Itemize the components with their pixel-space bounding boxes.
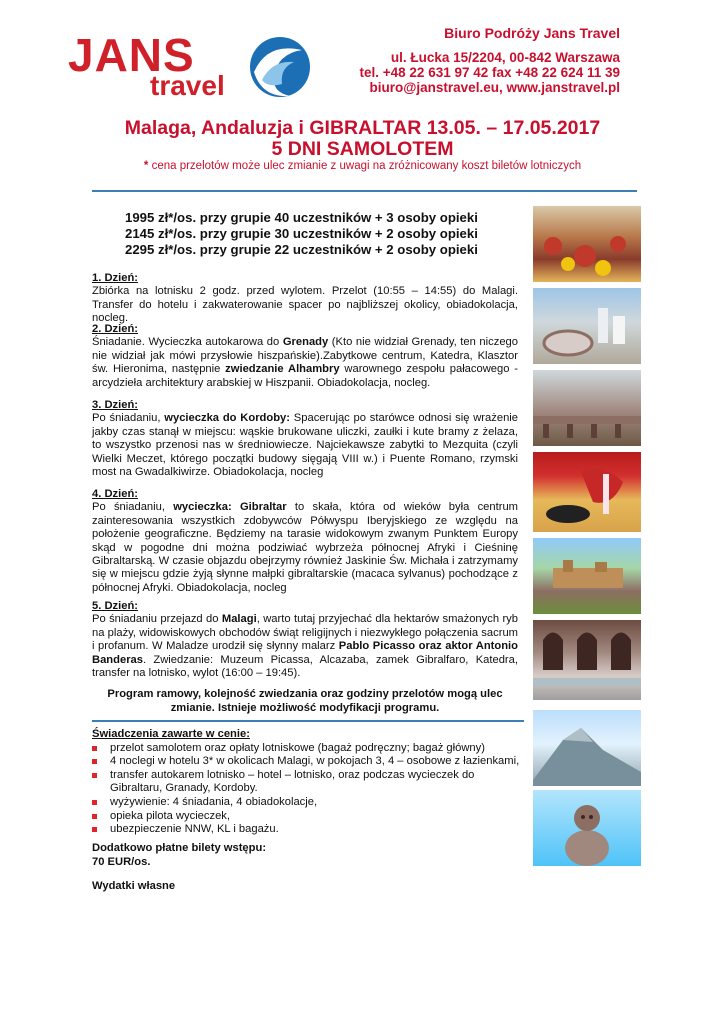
price-list [125, 210, 515, 258]
day-3-heading: 3. Dzień: [92, 399, 139, 411]
day-5-heading: 5. Dzień: [92, 600, 139, 612]
list-item: przelot samolotem oraz opłaty lotniskowe (bagaż podręczny; bagaż główny) [92, 742, 522, 756]
list-item: transfer autokarem lotnisko – hotel – lotnisko, oraz podczas wycieczek do Gibraltaru, Granady, Kordoby. [92, 769, 522, 796]
company-name: Biuro Podróży Jans Travel [444, 25, 620, 41]
day-2-text: Śniadanie. Wycieczka autokarowa do Grenady (Kto nie widział Grenady, ten niczego nie widział jak mówi przysłowie hiszpańskie).Zabytkowe centrum, Katedra, Klasztor św. Hieronima, następnie zwiedzanie Alhambry warownego zespołu pałacowego - arcydzieła architektury arabskiej w Hiszpanii. Obiadokolacja, nocleg. [92, 336, 518, 389]
company-address: ul. Łucka 15/2204, 00-842 Warszawa [390, 50, 620, 65]
own-expenses: Wydatki własne [92, 880, 176, 892]
photo-gibraltar-monkey [533, 790, 641, 866]
day-1-heading: 1. Dzień: [92, 272, 139, 284]
photo-alhambra [533, 538, 641, 614]
day-4 [92, 488, 518, 595]
list-item: 4 noclegi w hotelu 3* w okolicach Malagi, w pokojach 3, 4 – osobowe z łazienkami, [92, 755, 522, 769]
day-3 [92, 399, 518, 479]
day-1-text: Zbiórka na lotnisku 2 godz. przed wylotem. Przelot (10:55 – 14:55) do Malagi. Transfer do hotelu i zakwaterowanie spacer po najbliższej okolicy, obiadokolacja, nocleg. [92, 285, 518, 325]
price-line: 2295 zł*/os. przy grupie 22 uczestników + 2 osoby opieki [125, 242, 478, 257]
trip-title: Malaga, Andaluzja i GIBRALTAR 13.05. – 17.05.2017 [124, 117, 601, 139]
day-4-text: Po śniadaniu, wycieczka: Gibraltar to skała, która od wieków była centrum zainteresowania wszystkich zdobywców Półwyspu Iberyjskiego ze względu na położenie geograficzne. Będziemy na tarasie widokowym zwanym Punktem Europy skąd w pogodne dni można podziwiać wybrzeża północnej Afryki i Cieśninę Gibraltarską. W czasie objazdu obejrzymy również Jaskinie Św. Michała i zatrzymamy się w miejscu gdzie żyją słynne małpki gibraltarskie (macaca sylvanus) pochodzące z północnej Afryki. Obiadokolacja, nocleg [92, 501, 519, 594]
day-2-heading: 2. Dzień: [92, 323, 139, 335]
photo-alhambra-courtyard [533, 620, 641, 700]
title-divider [92, 190, 637, 192]
list-item: ubezpieczenie NNW, KL i bagażu. [92, 823, 522, 837]
company-info [360, 26, 620, 95]
day-2 [92, 323, 518, 390]
price-note [90, 160, 635, 172]
photo-flamenco-crowd [533, 206, 641, 282]
services-list [92, 728, 522, 837]
extra-fees: Dodatkowo płatne bilety wstępu: 70 EUR/os. [92, 842, 267, 868]
note-star: * [143, 160, 149, 172]
day-4-heading: 4. Dzień: [92, 488, 139, 500]
company-contact: biuro@janstravel.eu, www.janstravel.pl [369, 80, 620, 95]
logo-word-jans: JANS [68, 29, 195, 81]
services-heading: Świadczenia zawarte w cenie: [92, 728, 250, 740]
company-phone: tel. +48 22 631 97 42 fax +48 22 624 11 39 [359, 65, 620, 80]
list-item: opieka pilota wycieczek, [92, 810, 522, 824]
logo-word-travel: travel [150, 70, 225, 101]
photo-malaga-bullring [533, 288, 641, 364]
photo-bullfight [533, 452, 641, 532]
list-item: wyżywienie: 4 śniadania, 4 obiadokolacje, [92, 796, 522, 810]
photo-gibraltar-rock [533, 710, 641, 786]
day-3-text: Po śniadaniu, wycieczka do Kordoby: Spacerując po starówce odnosi się wrażenie jakby czas stanął w miejscu: wąskie brukowane uliczki, zaułki i kute bramy z żelaza, to wszystko przenosi nas w średniowiecze. Najciekawsze zabytki to Mezquita (czyli Wielki Meczet, którego początki budowy sięgają VIII w.) i Puente Romano, rzymski most na Gwadalkiwirze. Obiadokolacja, nocleg [92, 412, 518, 479]
day-1 [92, 272, 518, 326]
trip-subtitle: 5 DNI SAMOLOTEM [271, 138, 454, 160]
services-divider [92, 720, 524, 722]
price-line: 2145 zł*/os. przy grupie 30 uczestników + 2 osoby opieki [125, 226, 478, 241]
program-note: Program ramowy, kolejność zwiedzania oraz godziny przelotów mogą ulec zmianie. Istnieje możliwość modyfikacji programu. [107, 688, 503, 714]
day-5 [92, 600, 518, 680]
price-line: 1995 zł*/os. przy grupie 40 uczestników + 3 osoby opieki [125, 210, 478, 225]
note-text: cena przelotów może ulec zmianie z uwagi na zróżnicowany koszt biletów lotniczych [148, 160, 582, 172]
day-5-text: Po śniadaniu przejazd do Malagi, warto tutaj przyjechać dla hektarów smażonych ryb na plaży, widowiskowych obchodów świąt religijnych i niezwykłego połączenia sacrum i profanum. W Maladze urodził się słynny malarz Pablo Picasso oraz aktor Antonio Banderas. Zwiedzanie: Muzeum Picassa, Alcazaba, zamek Gibralfaro, Katedra, transfer na lotnisko, wylot (16:00 – 19:45). [92, 613, 518, 680]
photo-cordoba-bridge [533, 370, 641, 446]
